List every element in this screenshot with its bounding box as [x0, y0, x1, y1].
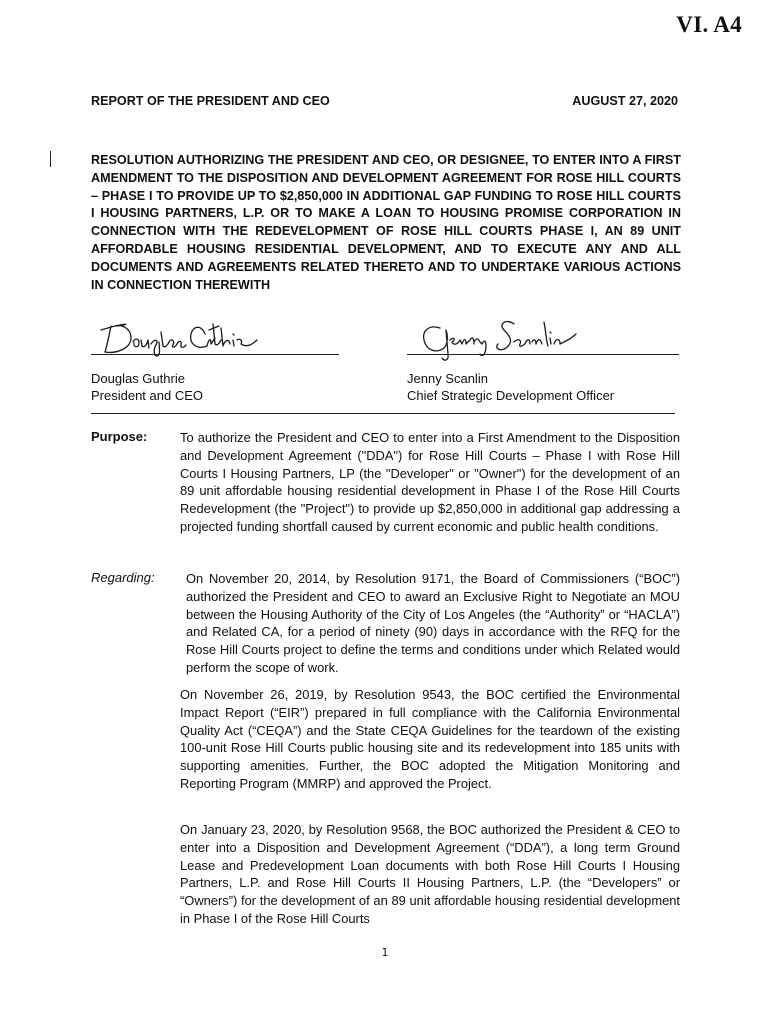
page-number: 1 [381, 946, 389, 959]
resolution-title: RESOLUTION AUTHORIZING THE PRESIDENT AND CEO, OR DESIGNEE, TO ENTER INTO A FIRST AMENDMENT TO THE DISPOSITION AND DEVELOPMENT AGREEMENT FOR ROSE HILL COURTS – PHASE I TO PROVIDE UP TO $2,850,000 IN ADDITIONAL GAP FUNDING TO ROSE HILL COURTS I HOUSING PARTNERS, L.P. OR TO MAKE A LOAN TO HOUSING PROMISE CORPORATION IN CONNECTION WITH THE REDEVELOPMENT OF ROSE HILL COURTS PHASE I, AN 89 UNIT AFFORDABLE HOUSING RESIDENTIAL DEVELOPMENT, AND TO EXECUTE ANY AND ALL DOCUMENTS AND AGREEMENTS RELATED THERETO AND TO UNDERTAKE VARIOUS ACTIONS IN CONNECTION THEREWITH [91, 153, 681, 292]
signatory-role: President and CEO [91, 388, 204, 403]
purpose-text: To authorize the President and CEO to enter into a First Amendment to the Disposition and Development Agreement ("DDA") for Rose Hill Courts – Phase I with Rose Hill Courts I Housing Partners, LP (the "Developer" or "Owner") for the development of an 89 unit affordable housing residential development in Phase I of the Rose Hill Courts Redevelopment (the "Project") to provide up $2,850,000 in additional gap addressing a projected funding shortfall caused by current economic and public health conditions. [180, 430, 680, 534]
report-date: AUGUST 27, 2020 [572, 94, 678, 108]
regarding-paragraph: On January 23, 2020, by Resolution 9568, the BOC authorized the President & CEO to enter into a Disposition and Development Agreement (“DDA”), a long term Ground Lease and Predevelopment Loan documents with both Rose Hill Courts I Housing Partners, L.P. and Rose Hill Courts II Housing Partners, L.P. (the “Developers” or “Owners”) for the development of an 89 unit affordable housing residential development in Phase I of the Rose Hill Courts [180, 822, 680, 926]
signatory-role: Chief Strategic Development Officer [407, 388, 615, 403]
report-header: REPORT OF THE PRESIDENT AND CEO [91, 94, 330, 108]
revision-bar [50, 151, 51, 167]
regarding-label: Regarding: [91, 570, 155, 585]
signature-douglas-guthrie [97, 318, 272, 358]
signatory-name: Douglas Guthrie [91, 371, 185, 386]
signature-line [407, 354, 679, 355]
signatory-name: Jenny Scanlin [407, 371, 488, 386]
signatory-block [91, 370, 203, 404]
signatory-block [407, 370, 614, 404]
regarding-paragraph: On November 26, 2019, by Resolution 9543, the BOC certified the Environmental Impact Report (“EIR”) prepared in full compliance with the California Environmental Quality Act (“CEQA”) and the State CEQA Guidelines for the teardown of the existing 100-unit Rose Hill Courts public housing site and its redevelopment into 185 units with supporting amenities. Further, the BOC adopted the Mitigation Monitoring and Reporting Program (MMRP) and approved the Project. [180, 687, 680, 791]
section-divider [91, 413, 675, 414]
agenda-item-code: VI. A4 [676, 12, 742, 37]
purpose-label: Purpose: [91, 429, 148, 444]
signature-line [91, 354, 339, 355]
regarding-paragraph: On November 20, 2014, by Resolution 9171, the Board of Commissioners (“BOC”) authorized the President and CEO to award an Exclusive Right to Negotiate an MOU between the Housing Authority of the City of Los Angeles (the “Authority” or “HACLA”) and Related CA, for a period of ninety (90) days in accordance with the RFQ for the Rose Hill Courts project to define the terms and conditions under which Related would perform the scope of work. [186, 571, 680, 675]
